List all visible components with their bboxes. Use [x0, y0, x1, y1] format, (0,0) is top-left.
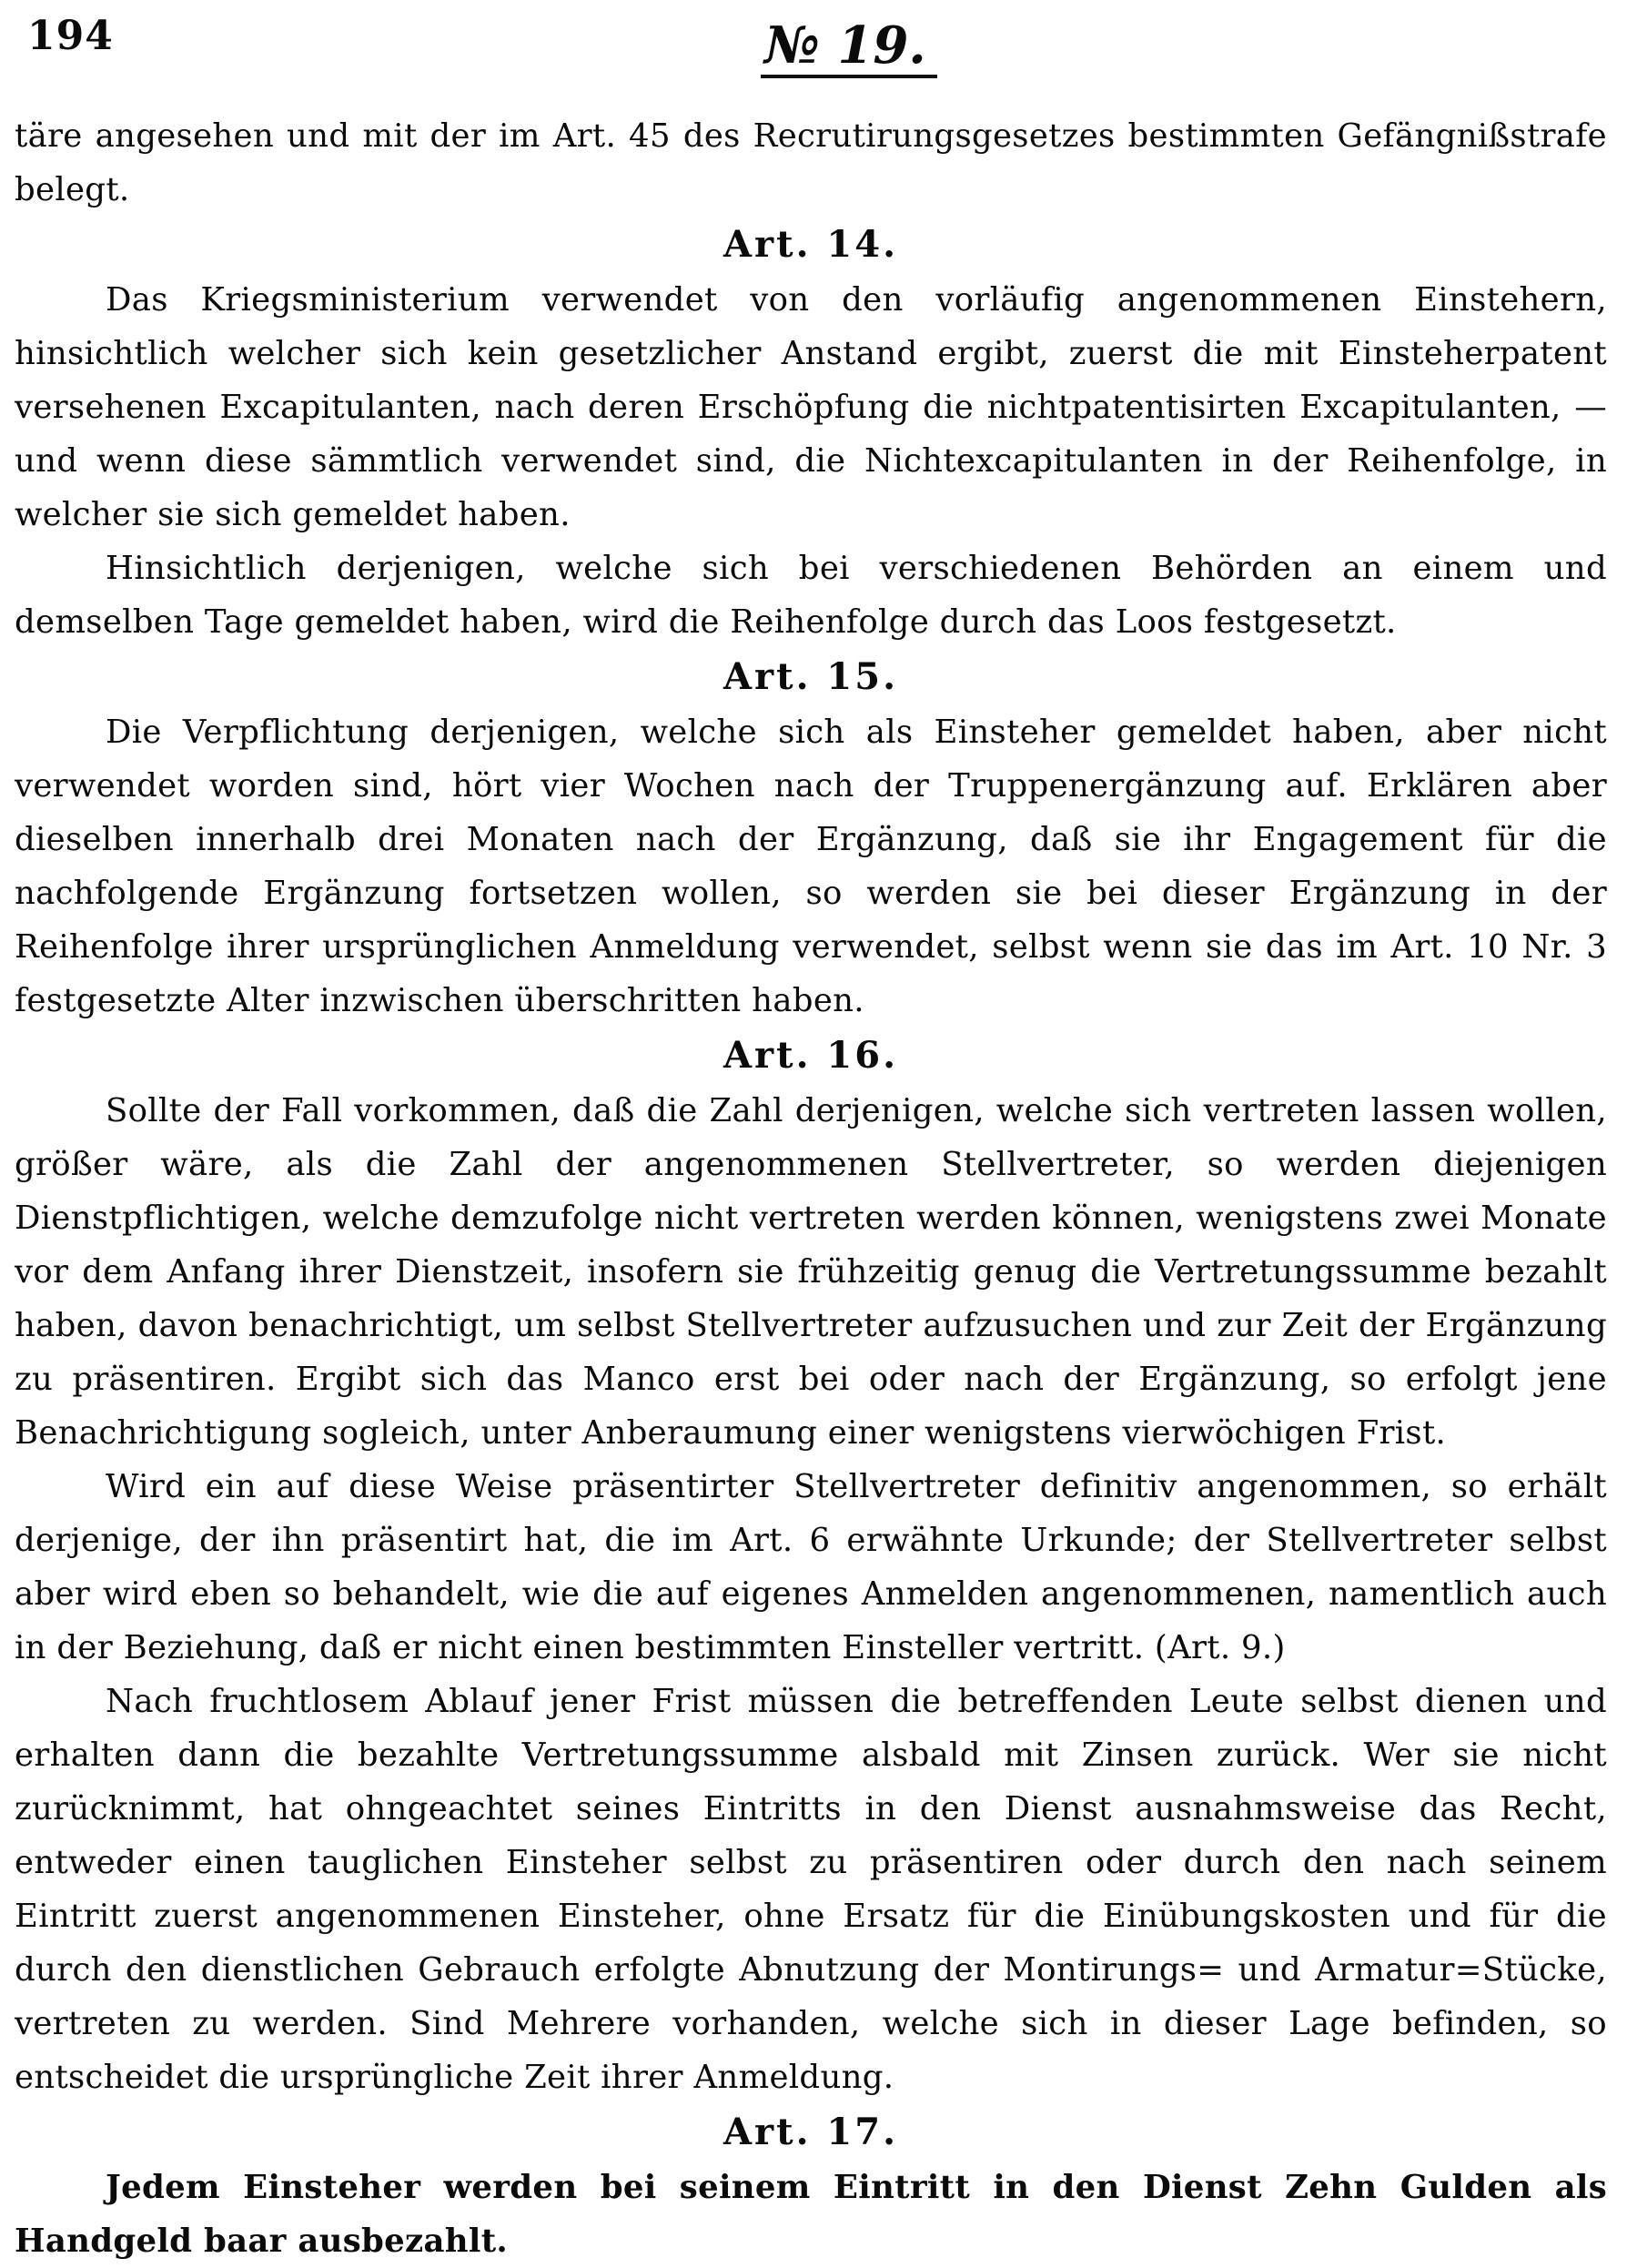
- article-16-heading: Art. 16.: [723, 1034, 899, 1077]
- document-body: [15, 109, 1607, 2268]
- article-14-heading: Art. 14.: [723, 223, 899, 266]
- article-15-heading: Art. 15.: [723, 655, 899, 698]
- page-number: 194: [27, 13, 114, 59]
- article-17-heading: Art. 17.: [723, 2111, 899, 2153]
- article-16-paragraph-2: Wird ein auf diese Weise präsentirter Stellvertreter definitiv angenommen, so erhält derjenige, der ihn präsentirt hat, die im Art. 6 erwähnte Urkunde; der Stellvertreter selbst aber wird eben so behandelt, wie die auf eigenes Anmelden angenommenen, namentlich auch in der Beziehung, daß er nicht einen bestimmten Einsteller vertritt. (Art. 9.): [15, 1468, 1607, 1666]
- issue-number: № 19.: [761, 18, 937, 78]
- article-15-paragraph-1: Die Verpflichtung derjenigen, welche sich als Einsteher gemeldet haben, aber nicht verwendet worden sind, hört vier Wochen nach der Truppenergänzung auf. Erklären aber dieselben innerhalb drei Monaten nach der Ergänzung, daß sie ihr Engagement für die nachfolgende Ergänzung fortsetzen wollen, so werden sie bei dieser Ergänzung in der Reihenfolge ihrer ursprünglichen Anmeldung verwendet, selbst wenn sie das im Art. 10 Nr. 3 festgesetzte Alter inzwischen überschritten haben.: [15, 714, 1607, 1019]
- article-16-paragraph-1: Sollte der Fall vorkommen, daß die Zahl derjenigen, welche sich vertreten lassen wollen, größer wäre, als die Zahl der angenommenen Stellvertreter, so werden diejenigen Dienstpflichtigen, welche demzufolge nicht vertreten werden können, wenigstens zwei Monate vor dem Anfang ihrer Dienstzeit, insofern sie frühzeitig genug die Vertretungssumme bezahlt haben, davon benachrichtigt, um selbst Stellvertreter aufzusuchen und zur Zeit der Ergänzung zu präsentiren. Ergibt sich das Manco erst bei oder nach der Ergänzung, so erfolgt jene Benachrichtigung sogleich, unter Anberaumung einer wenigstens vierwöchigen Frist.: [15, 1092, 1607, 1452]
- article-14-paragraph-1: Das Kriegsministerium verwendet von den vorläufig angenommenen Einstehern, hinsichtlich welcher sich kein gesetzlicher Anstand ergibt, zuerst die mit Einsteherpatent versehenen Excapitulanten, nach deren Erschöpfung die nichtpatentisirten Excapitulanten, — und wenn diese sämmtlich verwendet sind, die Nichtexcapitulanten in der Reihenfolge, in welcher sie sich gemeldet haben.: [15, 281, 1607, 533]
- article-16-paragraph-3: Nach fruchtlosem Ablauf jener Frist müssen die betreffenden Leute selbst dienen und erhalten dann die bezahlte Vertretungssumme alsbald mit Zinsen zurück. Wer sie nicht zurücknimmt, hat ohngeachtet seines Eintritts in den Dienst ausnahmsweise das Recht, entweder einen tauglichen Einsteher selbst zu präsentiren oder durch den nach seinem Eintritt zuerst angenommenen Einsteher, ohne Ersatz für die Einübungskosten und für die durch den dienstlichen Gebrauch erfolgte Abnutzung der Montirungs= und Armatur=Stücke, vertreten zu werden. Sind Mehrere vorhanden, welche sich in dieser Lage befinden, so entscheidet die ursprüngliche Zeit ihrer Anmeldung.: [15, 1683, 1607, 2096]
- paragraph-continuation: täre angesehen und mit der im Art. 45 des Recrutirungsgesetzes bestimmten Gefängnißstrafe belegt.: [15, 117, 1607, 208]
- article-17-paragraph-1: Jedem Einsteher werden bei seinem Eintritt in den Dienst Zehn Gulden als Handgeld baar ausbezahlt.: [15, 2169, 1607, 2260]
- article-14-paragraph-2: Hinsichtlich derjenigen, welche sich bei verschiedenen Behörden an einem und demselben Tage gemeldet haben, wird die Reihenfolge durch das Loos festgesetzt.: [15, 550, 1607, 641]
- page-header: [15, 0, 1607, 109]
